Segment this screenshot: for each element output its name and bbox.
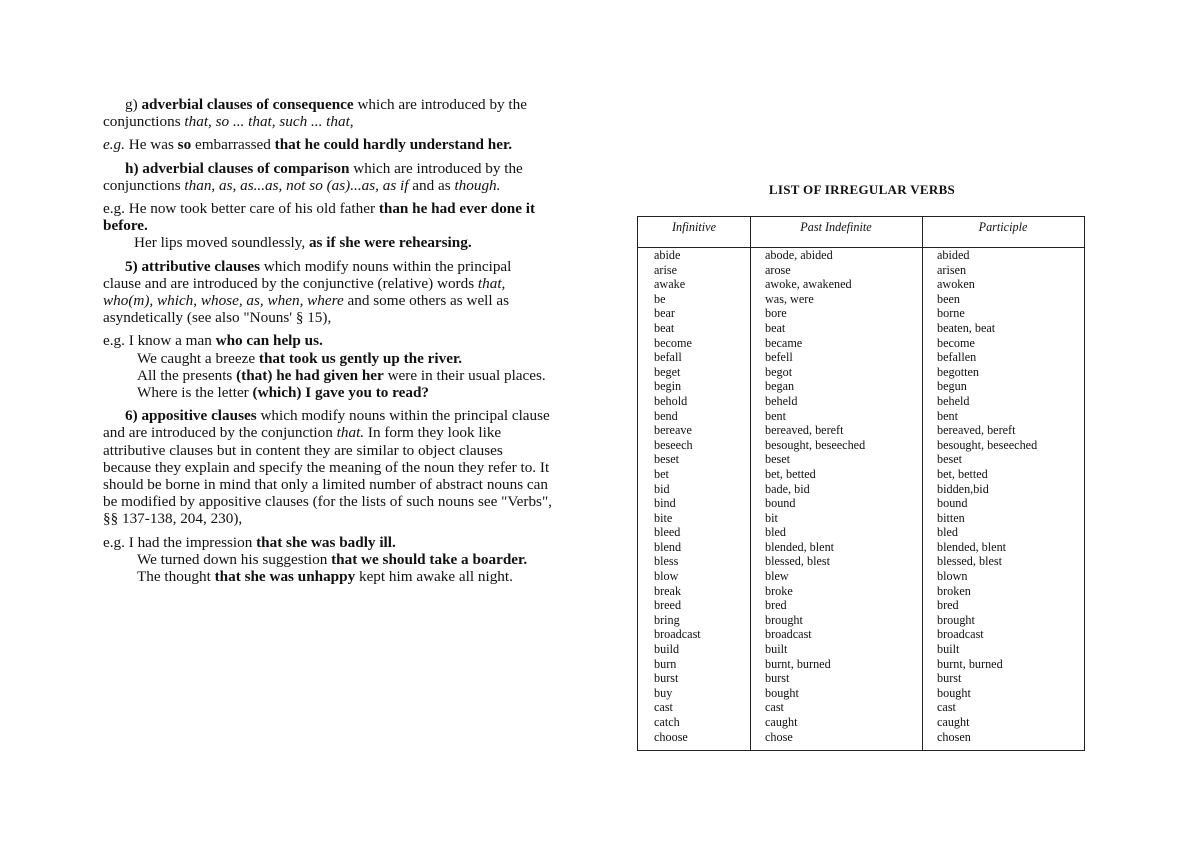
infinitive-cell: beat	[654, 320, 675, 335]
participle-cell: blown	[937, 569, 968, 584]
infinitive-cell: build	[654, 642, 680, 657]
table-title: LIST OF IRREGULAR VERBS	[768, 182, 956, 197]
example-attributive-4: Where is the letter (which) I gave you to read?	[137, 384, 430, 402]
participle-cell: arisen	[937, 262, 967, 277]
example-comparison-1: e.g. He now took better care of his old father than he had ever done it before.	[103, 200, 536, 235]
participle-cell: bred	[937, 598, 959, 613]
header-past-indefinite: Past Indefinite	[800, 220, 872, 234]
paragraph-appositive-clauses: 6) appositive clauses which modify nouns within the principal clause and are introduced by the conjunction that. In form they look like attributive clauses but in content they are similar to object clauses because they explain and specify the meaning of the noun they refer to. It should be borne in mind that only a limited number of abstract nouns can be modified by appositive clauses (for the lists of such nouns see "Verbs", §§ 137-138, 204, 230),	[103, 407, 552, 528]
infinitive-cell: bring	[654, 612, 680, 627]
paragraph-consequence-clauses: g) adverbial clauses of consequence which are introduced by the conjunctions that, so ... that, such ... that,	[103, 96, 527, 131]
infinitive-cell: beseech	[654, 437, 693, 452]
participle-cell: bought	[937, 685, 971, 700]
infinitive-cell: bless	[654, 554, 679, 569]
participle-cell: abided	[937, 248, 970, 262]
example-appositive-1: e.g. I had the impression that she was badly ill.	[103, 533, 396, 551]
infinitive-cell: become	[654, 335, 692, 350]
participle-cell: blended, blent	[937, 539, 1007, 554]
example-attributive-3: All the presents (that) he had given her were in their usual places.	[137, 366, 546, 384]
participle-cell: built	[937, 642, 960, 657]
participle-cell: become	[937, 335, 975, 350]
participle-cell: besought, beseeched	[937, 437, 1038, 452]
infinitive-cell: arise	[654, 262, 678, 277]
past-indefinite-cell: brought	[765, 612, 803, 627]
past-indefinite-cell: bore	[765, 306, 787, 321]
infinitive-cell: burst	[654, 671, 679, 686]
column-infinitive	[654, 248, 701, 744]
participle-cell: befallen	[937, 350, 977, 365]
example-comparison-2: Her lips moved soundlessly, as if she were rehearsing.	[134, 234, 472, 252]
past-indefinite-cell: besought, beseeched	[765, 437, 866, 452]
past-indefinite-cell: built	[765, 642, 788, 657]
infinitive-cell: break	[654, 583, 682, 598]
past-indefinite-cell: bit	[765, 510, 778, 525]
past-indefinite-cell: bled	[765, 525, 786, 540]
past-indefinite-cell: became	[765, 335, 803, 350]
past-indefinite-cell: abode, abided	[765, 248, 833, 262]
infinitive-cell: burn	[654, 656, 677, 671]
example-consequence: e.g. He was so embarrassed that he could hardly understand her.	[103, 136, 513, 154]
infinitive-cell: bereave	[654, 423, 692, 438]
participle-cell: cast	[937, 700, 956, 715]
paragraph-comparison-clauses: h) adverbial clauses of comparison which are introduced by the conjunctions than, as, as...as, not so (as)...as, as if and as though.	[103, 159, 523, 194]
infinitive-cell: choose	[654, 729, 688, 744]
participle-cell: beheld	[937, 393, 970, 408]
past-indefinite-cell: was, were	[765, 291, 814, 306]
infinitive-cell: bid	[654, 481, 670, 496]
past-indefinite-cell: bade, bid	[765, 481, 810, 496]
past-indefinite-cell: bred	[765, 598, 787, 613]
infinitive-cell: bend	[654, 408, 678, 423]
column-divider	[922, 217, 923, 750]
past-indefinite-cell: befell	[765, 350, 793, 365]
past-indefinite-cell: bound	[765, 496, 796, 511]
participle-cell: broadcast	[937, 627, 984, 642]
participle-cell: begun	[937, 379, 967, 394]
participle-cell: bound	[937, 496, 968, 511]
participle-cell: bitten	[937, 510, 965, 525]
participle-cell: bereaved, bereft	[937, 423, 1016, 438]
past-indefinite-cell: bought	[765, 685, 799, 700]
past-indefinite-cell: bereaved, bereft	[765, 423, 844, 438]
infinitive-cell: bite	[654, 510, 673, 525]
paragraph-attributive-clauses: 5) attributive clauses which modify nouns within the principal clause and are introduced by the conjunctive (relative) words that, who(m), which, whose, as, when, where and some others as well as asyndetically (see also "Nouns' § 15),	[103, 257, 512, 327]
irregular-verbs-table	[637, 216, 1085, 751]
past-indefinite-cell: chose	[765, 729, 793, 744]
participle-cell: bent	[937, 408, 958, 423]
past-indefinite-cell: blew	[765, 569, 789, 584]
infinitive-cell: bear	[654, 306, 675, 321]
infinitive-cell: buy	[654, 685, 673, 700]
past-indefinite-cell: beat	[765, 320, 786, 335]
header-participle: Participle	[978, 220, 1028, 234]
infinitive-cell: beget	[654, 364, 681, 379]
past-indefinite-cell: bent	[765, 408, 786, 423]
past-indefinite-cell: burnt, burned	[765, 656, 831, 671]
example-appositive-2: We turned down his suggestion that we should take a boarder.	[137, 550, 528, 568]
participle-cell: begotten	[937, 364, 979, 379]
example-attributive-1: e.g. I know a man who can help us.	[103, 332, 323, 350]
past-indefinite-cell: caught	[765, 715, 798, 729]
past-indefinite-cell: beset	[765, 452, 791, 467]
participle-cell: burnt, burned	[937, 656, 1003, 671]
participle-cell: bet, betted	[937, 466, 988, 481]
infinitive-cell: begin	[654, 379, 682, 394]
infinitive-cell: behold	[654, 393, 688, 408]
participle-cell: borne	[937, 306, 965, 321]
participle-cell: chosen	[937, 729, 971, 744]
infinitive-cell: abide	[654, 248, 681, 262]
past-indefinite-cell: bet, betted	[765, 466, 816, 481]
past-indefinite-cell: awoke, awakened	[765, 277, 852, 292]
past-indefinite-cell: began	[765, 379, 795, 394]
past-indefinite-cell: burst	[765, 671, 790, 686]
infinitive-cell: befall	[654, 350, 682, 365]
participle-cell: bled	[937, 525, 958, 540]
example-attributive-2: We caught a breeze that took us gently up the river.	[137, 349, 463, 367]
participle-cell: burst	[937, 671, 962, 686]
infinitive-cell: blow	[654, 569, 679, 584]
infinitive-cell: blend	[654, 539, 682, 554]
participle-cell: beset	[937, 452, 963, 467]
infinitive-cell: bind	[654, 496, 676, 511]
infinitive-cell: be	[654, 291, 666, 306]
header-infinitive: Infinitive	[672, 220, 716, 234]
infinitive-cell: bleed	[654, 525, 681, 540]
infinitive-cell: cast	[654, 700, 673, 715]
infinitive-cell: breed	[654, 598, 682, 613]
infinitive-cell: awake	[654, 277, 686, 292]
past-indefinite-cell: cast	[765, 700, 784, 715]
participle-cell: bidden,bid	[937, 481, 989, 496]
column-participle	[937, 248, 1037, 744]
participle-cell: awoken	[937, 277, 975, 292]
left-page-text	[103, 96, 553, 585]
infinitive-cell: broadcast	[654, 627, 701, 642]
past-indefinite-cell: beheld	[765, 393, 798, 408]
past-indefinite-cell: blessed, blest	[765, 554, 830, 569]
infinitive-cell: beset	[654, 452, 680, 467]
participle-cell: blessed, blest	[937, 554, 1002, 569]
column-divider	[750, 217, 751, 750]
participle-cell: been	[937, 291, 961, 306]
participle-cell: caught	[937, 715, 970, 729]
infinitive-cell: catch	[654, 715, 680, 729]
past-indefinite-cell: blended, blent	[765, 539, 835, 554]
infinitive-cell: bet	[654, 466, 669, 481]
example-appositive-3: The thought that she was unhappy kept him awake all night.	[137, 568, 513, 586]
past-indefinite-cell: broadcast	[765, 627, 812, 642]
participle-cell: beaten, beat	[937, 320, 996, 335]
past-indefinite-cell: begot	[765, 364, 793, 379]
past-indefinite-cell: broke	[765, 583, 793, 598]
column-past-indefinite	[765, 248, 865, 744]
past-indefinite-cell: arose	[765, 262, 791, 277]
participle-cell: brought	[937, 612, 975, 627]
participle-cell: broken	[937, 583, 971, 598]
